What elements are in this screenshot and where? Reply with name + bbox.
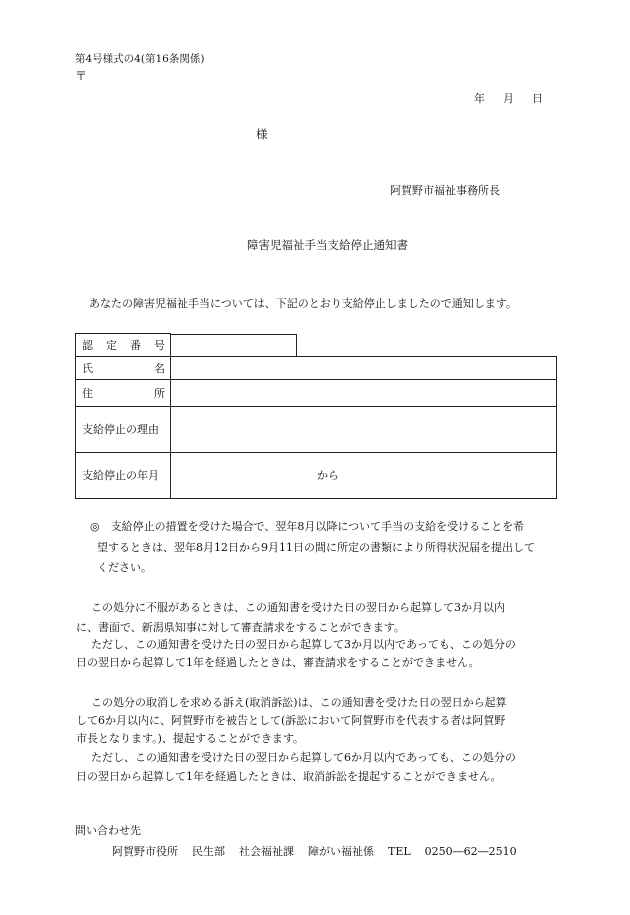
contact-unit: 障がい福祉係 [308, 845, 374, 858]
lawsuit-line-1: この処分の取消しを求める訴え(取消訴訟)は、この通知書を受けた日の翌日から起算 [91, 696, 507, 709]
certificate-label [76, 334, 171, 357]
info-table [75, 333, 557, 499]
postal-mark: 〒 [75, 69, 88, 83]
table-row-address [76, 379, 557, 406]
address-label [76, 379, 171, 406]
contact-tel-label: TEL [388, 845, 411, 858]
date-year: 年 [474, 92, 485, 105]
date-month: 月 [503, 92, 514, 105]
label-char: 住 [82, 386, 93, 400]
table-row-stop-month [76, 452, 557, 498]
appeal-line-3: ただし、この通知書を受けた日の翌日から起算して3か月以内であっても、この処分の [91, 638, 516, 651]
note-line-3: ください。 [97, 561, 152, 574]
certificate-number-field[interactable] [171, 334, 297, 356]
contact-dept: 民生部 [192, 845, 225, 858]
table-row-name [76, 356, 557, 379]
label-char: 名 [154, 361, 165, 375]
label-char: 番 [130, 338, 141, 352]
reason-label: 支給停止の理由 [76, 406, 171, 452]
intro-text: あなたの障害児福祉手当については、下記のとおり支給停止しましたので通知します。 [89, 297, 517, 310]
label-char: 定 [106, 338, 117, 352]
date-day: 日 [532, 92, 543, 105]
note-line-1: ◎ 支給停止の措置を受けた場合で、翌年8月以降について手当の支給を受けることを希 [90, 520, 525, 533]
lawsuit-line-4: ただし、この通知書を受けた日の翌日から起算して6か月以内であっても、この処分の [91, 751, 516, 764]
lawsuit-line-3: 市長となります。)、提起することができます。 [76, 732, 305, 745]
note-line-2: 望するときは、翌年8月12日から9月11日の間に所定の書類により所得状況届を提出して [97, 541, 535, 554]
sender: 阿賀野市福祉事務所長 [390, 184, 500, 197]
contact-tel: 0250―62―2510 [424, 845, 517, 858]
contact-line [112, 846, 531, 857]
label-char: 認 [82, 338, 93, 352]
appeal-line-4: 日の翌日から起算して1年を経過したときは、審査請求をすることができません。 [76, 656, 480, 669]
label-char: 所 [154, 386, 165, 400]
name-field[interactable] [171, 356, 557, 379]
contact-section: 社会福祉課 [239, 845, 294, 858]
stop-month-field[interactable] [171, 452, 557, 498]
document-title: 障害児福祉手当支給停止通知書 [247, 238, 408, 252]
address-field[interactable] [171, 379, 557, 406]
reason-field[interactable] [171, 406, 557, 452]
label-char: 号 [154, 338, 165, 352]
date-line [474, 93, 543, 104]
lawsuit-line-5: 日の翌日から起算して1年を経過したときは、取消訴訟を提起することができません。 [76, 770, 502, 783]
contact-office: 阿賀野市役所 [112, 845, 178, 858]
addressee-suffix: 様 [256, 127, 268, 141]
certificate-value-cell [171, 334, 557, 357]
label-char: 氏 [82, 361, 93, 375]
table-row-certificate [76, 334, 557, 357]
table-row-reason [76, 406, 557, 452]
form-number: 第4号様式の4(第16条関係) [75, 53, 205, 65]
appeal-line-1: この処分に不服があるときは、この通知書を受けた日の翌日から起算して3か月以内 [91, 601, 505, 614]
appeal-line-2: に、書面で、新潟県知事に対して審査請求をすることができます。 [76, 621, 405, 634]
contact-title: 問い合わせ先 [75, 824, 141, 837]
lawsuit-line-2: して6か月以内に、阿賀野市を被告として(訴訟において阿賀野市を代表する者は阿賀野 [76, 714, 506, 727]
from-text: から [317, 469, 339, 482]
name-label [76, 356, 171, 379]
stop-month-label: 支給停止の年月 [76, 452, 171, 498]
